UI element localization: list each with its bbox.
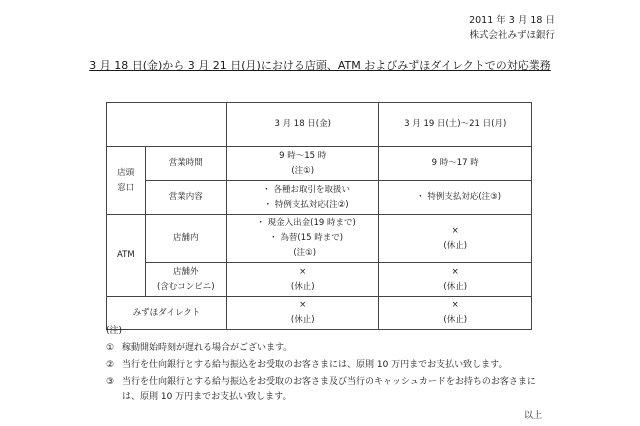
cell-outside-day2 — [379, 263, 532, 297]
note-number: ② — [106, 360, 115, 370]
outside-label-line1: 店舗外 — [173, 266, 199, 277]
group-window-line1: 店頭 — [117, 167, 135, 178]
group-window-line2: 窓口 — [117, 182, 135, 193]
list-item: ・ 特例支払対応(注③) — [416, 192, 502, 202]
list-item: ・ 各種お取引を取扱い — [262, 184, 350, 195]
note-text: 当行を仕向銀行とする給与振込をお受取のお客さま及び当行のキャッシュカードをお持ちのお客さまには、原則 10 万円までお支払い致します。 — [122, 377, 536, 402]
notes-heading: (注) — [106, 326, 123, 336]
unavailable-status: (休止) — [443, 281, 468, 292]
unavailable-mark: × — [451, 266, 459, 277]
hours-day1-text: 9 時～15 時 — [279, 150, 327, 161]
outside-label-line2: (含むコンビニ) — [156, 281, 215, 292]
cell-inside-day2 — [379, 215, 532, 263]
list-item: ・ 為替(15 時まで) — [269, 233, 344, 243]
unavailable-status: (休止) — [443, 315, 468, 325]
document-title: 3 月 18 日(金)から 3 月 21 日(月)における店頭、ATM およびみずほダイレクトでの対応業務 — [89, 59, 551, 72]
unavailable-mark: × — [451, 225, 459, 236]
unavailable-mark: × — [299, 300, 307, 310]
list-item: ・ 現金入出金(19 時まで) — [256, 218, 356, 228]
closing-mark: 以上 — [523, 411, 542, 421]
row-label-inside: 店舗内 — [145, 215, 226, 263]
column-header-day1: 3 月 18 日(金) — [226, 103, 379, 147]
list-item: ・ 特例支払対応(注②) — [263, 199, 349, 210]
note-number: ③ — [106, 377, 115, 387]
unavailable-status: (休止) — [290, 315, 315, 325]
column-header-day2: 3 月 19 日(土)～21 日(月) — [379, 103, 532, 147]
service-table — [106, 102, 532, 330]
unavailable-mark: × — [451, 300, 459, 310]
cell-outside-day1 — [226, 263, 379, 297]
note-number: ① — [106, 343, 115, 353]
bank-name: 株式会社みずほ銀行 — [469, 30, 555, 41]
cell-content-day2 — [379, 181, 532, 215]
row-label-outside — [145, 263, 226, 297]
cell-hours-day2: 9 時～17 時 — [379, 147, 532, 181]
row-label-direct: みずほダイレクト — [107, 297, 227, 330]
hours-day1-note: (注①) — [291, 165, 315, 176]
note-text: 稼動開始時刻が遅れる場合がございます。 — [122, 343, 293, 353]
note-item — [106, 341, 546, 356]
table-corner-cell — [107, 103, 227, 147]
cell-content-day1 — [226, 181, 379, 215]
row-label-hours: 営業時間 — [145, 147, 226, 181]
unavailable-status: (休止) — [443, 240, 468, 251]
notes-section — [106, 323, 546, 407]
cell-inside-day1 — [226, 215, 379, 263]
inside-day1-note: (注①) — [293, 248, 317, 258]
group-window — [107, 147, 146, 215]
unavailable-mark: × — [299, 266, 307, 277]
note-item — [106, 358, 546, 373]
group-atm: ATM — [107, 215, 146, 297]
row-label-content: 営業内容 — [145, 181, 226, 215]
note-item — [106, 375, 546, 405]
note-text: 当行を仕向銀行とする給与振込をお受取のお客さまには、原則 10 万円までお支払い致します。 — [122, 360, 508, 370]
cell-hours-day1 — [226, 147, 379, 181]
unavailable-status: (休止) — [290, 281, 315, 292]
document-date: 2011 年 3 月 18 日 — [469, 15, 555, 26]
